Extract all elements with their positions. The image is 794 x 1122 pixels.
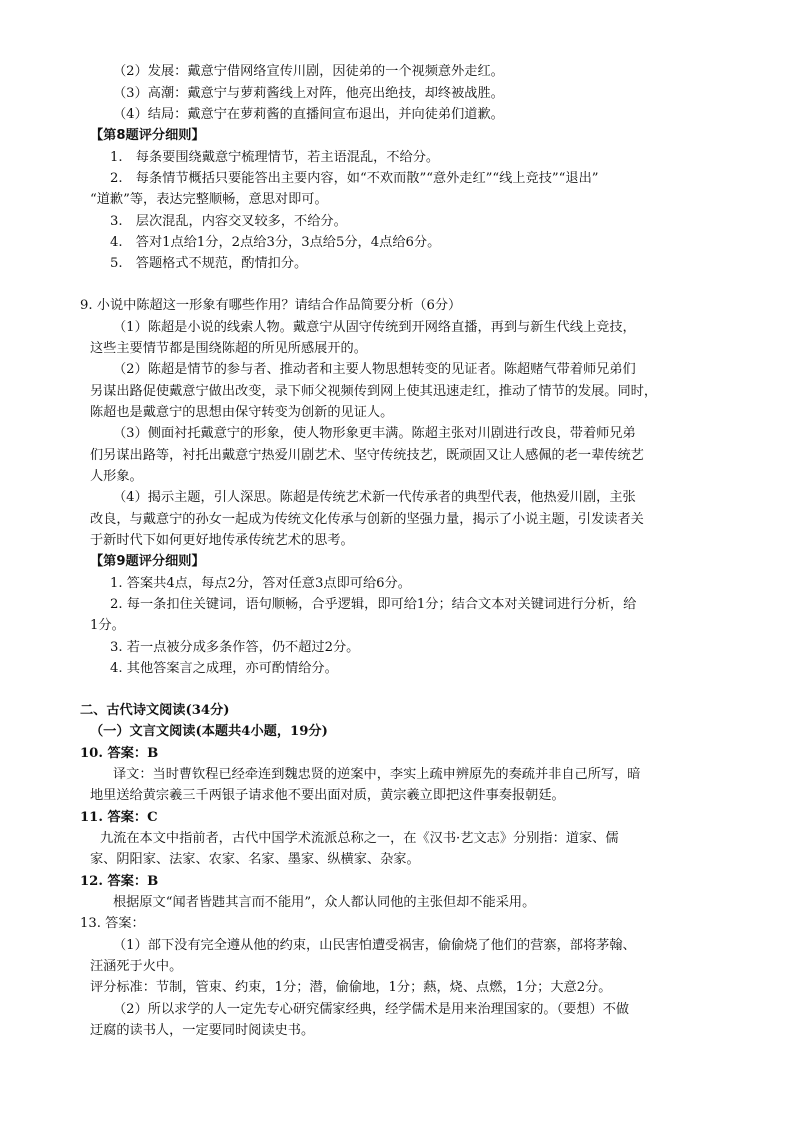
q8-rule-2b: “道歉”等，表达完整顺畅，意思对即可。 (90, 192, 328, 207)
q9-rule-1: 1. 答案共4点，每点2分，答对任意3点即可给6分。 (110, 576, 411, 591)
q13-p1a: （1）部下没有完全遵从他的约束，山民害怕遭受祸害，偷偷烧了他们的营寨，部将茅翰、 (113, 938, 636, 953)
q9-p1b: 这些主要情节都是围绕陈超的所见所感展开的。 (90, 341, 367, 356)
q13-answer: 13. 答案： (80, 916, 145, 931)
q8-rule-3: 3. 层次混乱，内容交叉较多，不给分。 (110, 214, 347, 229)
q8-rule-5: 5. 答题格式不规范，酌情扣分。 (110, 256, 308, 271)
q8-answer-line-2: （2）发展：戴意宁借网络宣传川剧，因徒弟的一个视频意外走红。 (113, 64, 504, 79)
q9-rule-3: 3. 若一点被分成多条作答，仍不超过2分。 (110, 640, 360, 655)
q9-p4a: （4）揭示主题，引人深思。陈超是传统艺术新一代传承者的典型代表，他热爱川剧，主张 (113, 490, 636, 505)
q13-p1b: 汪涵死于火中。 (90, 959, 183, 974)
q9-p4b: 改良，与戴意宁的孙女一起成为传统文化传承与创新的坚强力量，揭示了小说主题，引发读者关 (90, 512, 644, 527)
q10-translation-2: 地里送给黄宗羲三千两银子请求他不要出面对质，黄宗羲立即把这件事奏报朝廷。 (90, 788, 565, 803)
q9-rule-2a: 2. 每一条扣住关键词，语句顺畅，合乎逻辑，即可给1分；结合文本对关键词进行分析，给 (110, 597, 637, 612)
section-heading: 二、古代诗文阅读(34分) (80, 703, 230, 718)
q13-p2a: （2）所以求学的人一定先专心研究儒家经典，经学儒术是用来治理国家的。（要想）不做 (113, 1002, 630, 1017)
q9-question: 9. 小说中陈超这一形象有哪些作用？请结合作品简要分析（6分） (80, 298, 462, 313)
q9-p3a: （3）侧面衬托戴意宁的形象，使人物形象更丰满。陈超主张对川剧进行改良，带着师兄弟 (113, 426, 636, 441)
q13-p2b: 迂腐的读书人，一定要同时阅读史书。 (90, 1023, 315, 1038)
q8-rules-title: 【第8题评分细则】 (90, 128, 205, 143)
q9-p3b: 们另谋出路等，衬托出戴意宁热爱川剧艺术、坚守传统技艺，既顽固又让人感佩的老一辈传统艺 (90, 448, 644, 463)
q9-p2a: （2）陈超是情节的参与者、推动者和主要人物思想转变的见证者。陈超赌气带着师兄弟们 (113, 362, 636, 377)
q8-answer-line-4: （4）结局：戴意宁在萝莉酱的直播间宣布退出，并向徒弟们道歉。 (113, 107, 504, 122)
q12-answer: 12. 答案：B (80, 874, 159, 889)
subsection-heading: （一）文言文阅读(本题共4小题，19分) (90, 724, 328, 739)
q9-rules-title: 【第9题评分细则】 (90, 554, 205, 569)
q13-score-standard: 评分标准：节制，管束、约束，1分；潜，偷偷地，1分；爇，烧、点燃，1分；大意2分。 (90, 980, 612, 995)
q10-translation-1: 译文：当时曹钦程已经牵连到魏忠贤的逆案中，李实上疏申辨原先的奏疏并非自己所写，暗 (113, 767, 641, 782)
q12-explain: 根据原文“闻者皆韪其言而不能用”，众人都认同他的主张但却不能采用。 (113, 895, 536, 910)
q8-answer-line-3: （3）高潮：戴意宁与萝莉酱线上对阵，他亮出绝技，却终被战胜。 (113, 86, 504, 101)
q8-rule-4: 4. 答对1点给1分，2点给3分，3点给5分，4点给6分。 (110, 235, 441, 250)
q9-p2b: 另谋出路促使戴意宁做出改变，录下师父视频传到网上使其迅速走红，推动了情节的发展。同时， (90, 384, 658, 399)
q11-answer: 11. 答案：C (80, 810, 158, 825)
q11-explain-2: 家、阴阳家、法家、农家、名家、墨家、纵横家、杂家。 (90, 852, 420, 867)
q11-explain-1: 九流在本文中指前者，古代中国学术流派总称之一，在《汉书·艺文志》分别指：道家、儒 (100, 831, 619, 846)
q9-p2c: 陈超也是戴意宁的思想由保守转变为创新的见证人。 (90, 405, 394, 420)
q9-p4c: 于新时代下如何更好地传承传统艺术的思考。 (90, 533, 354, 548)
q10-answer: 10. 答案：B (80, 746, 159, 761)
q9-p1a: （1）陈超是小说的线索人物。戴意宁从固守传统到开网络直播，再到与新生代线上竞技， (113, 320, 636, 335)
q9-p3c: 人形象。 (90, 469, 143, 484)
q9-rule-4: 4. 其他答案言之成理，亦可酌情给分。 (110, 661, 338, 676)
q8-rule-1: 1. 每条要围绕戴意宁梳理情节，若主语混乱，不给分。 (110, 150, 440, 165)
q9-rule-2b: 1分。 (90, 618, 125, 633)
q8-rule-2a: 2. 每条情节概括只要能答出主要内容，如“不欢而散”“意外走红”“线上竞技”“退出” (110, 171, 599, 186)
